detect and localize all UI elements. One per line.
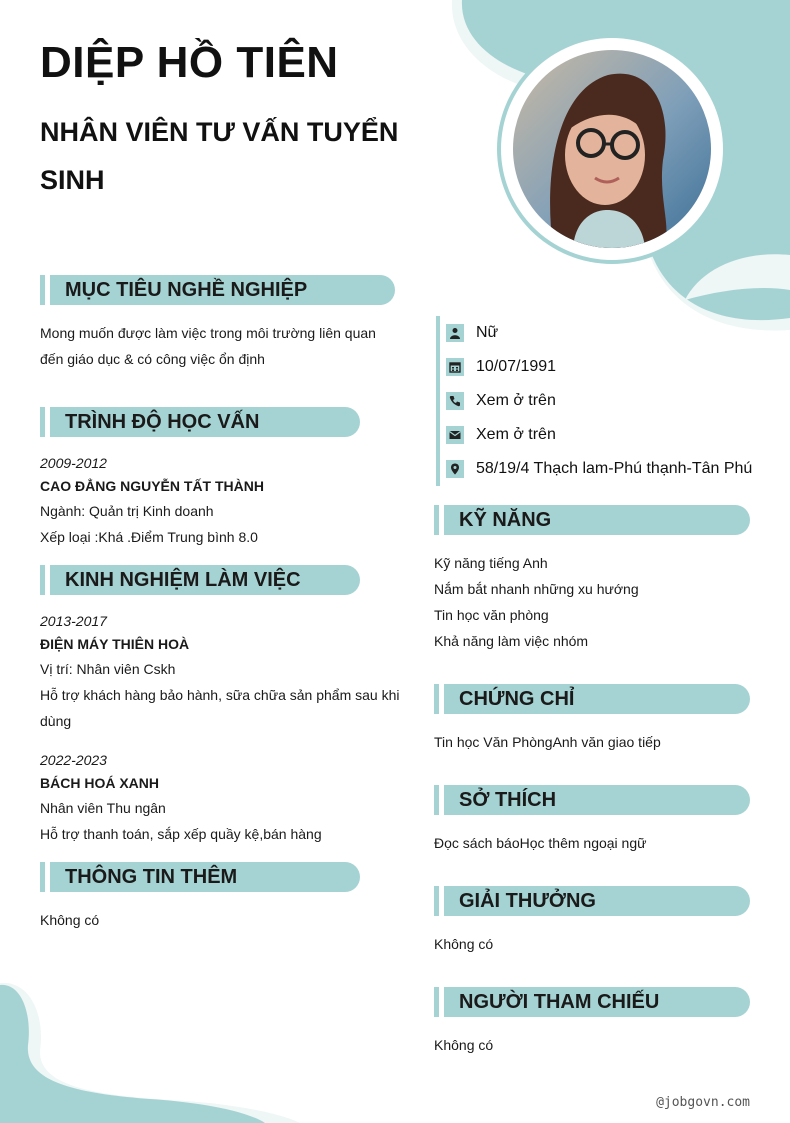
skill-item: Kỹ năng tiếng Anh [434,555,548,571]
references-text: Không có [434,1037,494,1053]
education-grade: Xếp loại :Khá .Điểm Trung bình 8.0 [40,529,258,545]
job-description: Hỗ trợ khách hàng bảo hành, sữa chữa sản phẩm sau khi dùng [40,687,400,729]
person-icon [446,324,464,342]
job-description: Hỗ trợ thanh toán, sắp xếp quầy kệ,bán hàng [40,826,322,842]
job-date: 2013-2017 [40,613,107,629]
contact-info [436,316,752,486]
profile-photo-frame [501,38,723,260]
education-school: CAO ĐẲNG NGUYỄN TẤT THÀNH [40,478,264,494]
objective-text: Mong muốn được làm việc trong môi trường liên quan đến giáo dục & có công việc ổn định [40,325,376,367]
mail-icon [446,426,464,444]
contact-email: Xem ở trên [446,418,752,452]
candidate-name: DIỆP HỒ TIÊN [40,38,339,87]
references-heading: NGƯỜI THAM CHIẾU [444,987,750,1017]
hobbies-text: Đọc sách báoHọc thêm ngoại ngữ [434,835,647,851]
job-date: 2022-2023 [40,752,107,768]
job-position: Vị trí: Nhân viên Cskh [40,661,176,677]
profile-photo [513,50,711,248]
certificates-text: Tin học Văn PhòngAnh văn giao tiếp [434,734,661,750]
extra-info-heading: THÔNG TIN THÊM [50,862,360,892]
hobbies-heading: SỞ THÍCH [444,785,750,815]
contact-dob: 10/07/1991 [446,350,752,384]
education-major: Ngành: Quản trị Kinh doanh [40,503,214,519]
phone-icon [446,392,464,410]
awards-heading: GIẢI THƯỞNG [444,886,750,916]
skill-item: Nắm bắt nhanh những xu hướng [434,581,639,597]
job-company: ĐIỆN MÁY THIÊN HOÀ [40,636,190,652]
job-company: BÁCH HOÁ XANH [40,775,159,791]
education-heading: TRÌNH ĐỘ HỌC VẤN [50,407,360,437]
skill-item: Tin học văn phòng [434,607,549,623]
objective-heading: MỤC TIÊU NGHỀ NGHIỆP [50,275,395,305]
certificates-heading: CHỨNG CHỈ [444,684,750,714]
awards-text: Không có [434,936,494,952]
education-date: 2009-2012 [40,455,107,471]
contact-phone: Xem ở trên [446,384,752,418]
extra-info-text: Không có [40,912,100,928]
experience-heading: KINH NGHIỆM LÀM VIỆC [50,565,360,595]
bottom-left-blob [0,975,320,1123]
location-icon [446,460,464,478]
contact-address: 58/19/4 Thạch lam-Phú thạnh-Tân Phú [446,452,752,486]
skill-item: Khả năng làm việc nhóm [434,633,589,649]
contact-gender: Nữ [446,316,752,350]
job-position: Nhân viên Thu ngân [40,800,166,816]
job-title: NHÂN VIÊN TƯ VẤN TUYỂN SINH [40,117,399,195]
footer-watermark: @jobgovn.com [656,1095,750,1110]
calendar-icon [446,358,464,376]
skills-heading: KỸ NĂNG [444,505,750,535]
